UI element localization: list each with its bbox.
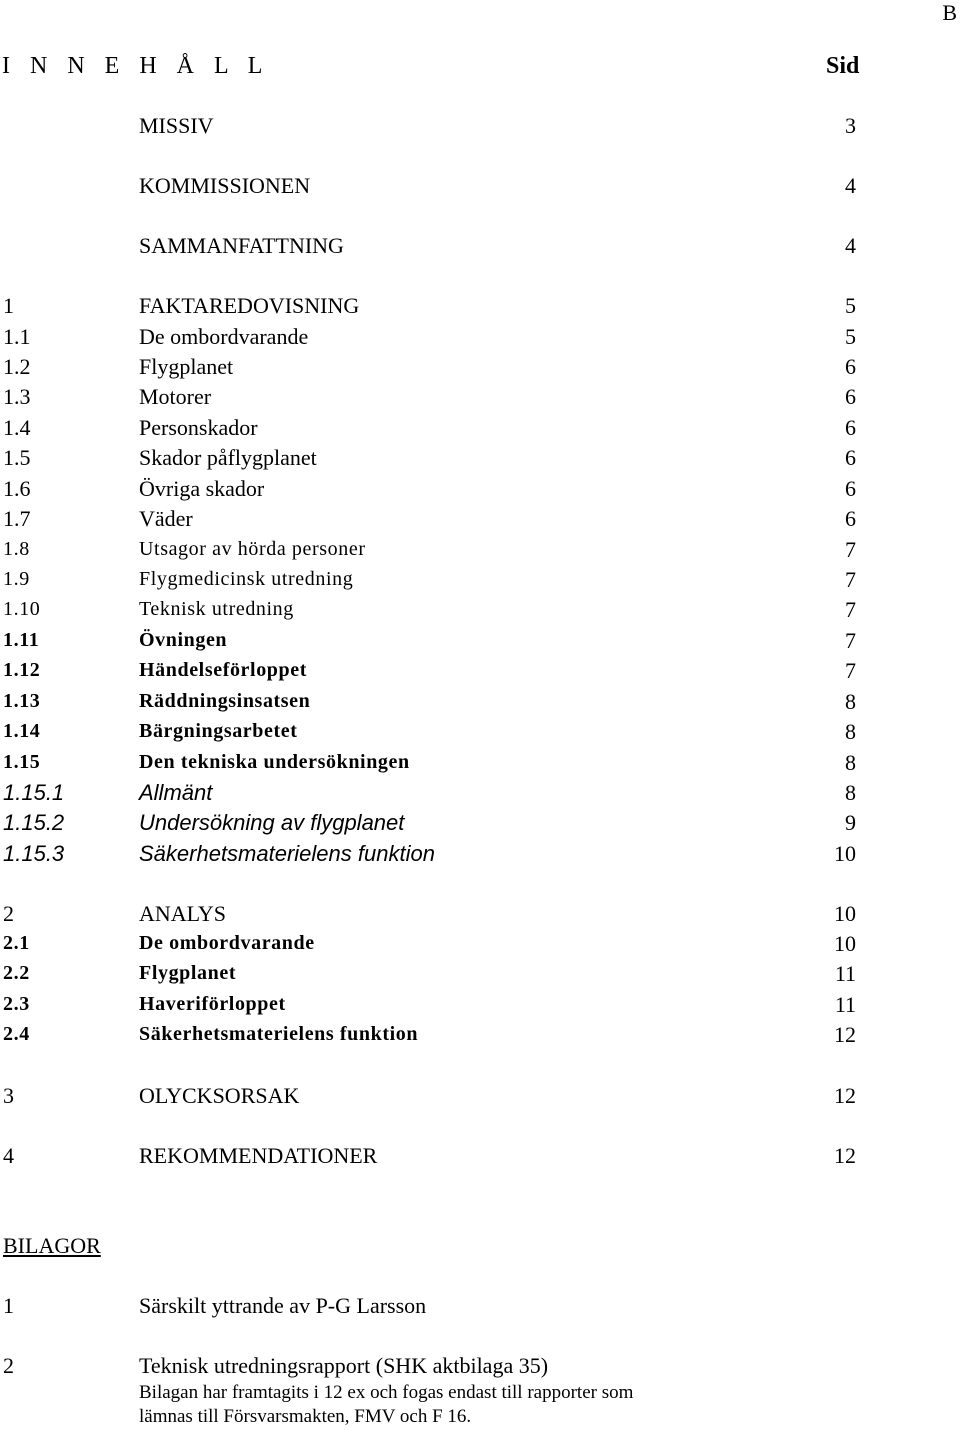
toc-entry: Personskador: [139, 415, 258, 440]
toc-entry: Flygmedicinsk utredning: [139, 568, 354, 590]
toc-page: 7: [845, 567, 856, 592]
bilaga-note: lämnas till Försvarsmakten, FMV och F 16.: [139, 1406, 472, 1427]
toc-num-3: 3: [3, 1083, 14, 1108]
toc-num: 2.4: [3, 1023, 30, 1045]
toc-num-2: 2: [3, 901, 14, 926]
toc-num-4: 4: [3, 1143, 14, 1168]
toc-entry: Utsagor av hörda personer: [139, 538, 366, 560]
toc-entry: Räddningsinsatsen: [139, 690, 311, 712]
toc-num-1: 1: [3, 293, 14, 318]
toc-page-rekommendationer: 12: [834, 1143, 856, 1168]
toc-num: 2.3: [3, 993, 30, 1015]
toc-num: 1.15.3: [3, 841, 65, 866]
toc-page: 5: [845, 324, 856, 349]
toc-num: 1.14: [3, 720, 41, 742]
toc-page: 6: [845, 415, 856, 440]
toc-page: 10: [834, 841, 856, 866]
toc-entry-faktaredovisning: FAKTAREDOVISNING: [139, 293, 360, 318]
toc-entry: Övningen: [139, 629, 228, 651]
toc-entry: Undersökning av flygplanet: [139, 810, 405, 835]
toc-num: 1.7: [3, 506, 31, 531]
toc-page-kommissionen: 4: [845, 173, 856, 198]
toc-entry: Den tekniska undersökningen: [139, 751, 410, 773]
toc-num: 1.2: [3, 354, 31, 379]
toc-page: 7: [845, 597, 856, 622]
bilaga-note: Bilagan har framtagits i 12 ex och fogas endast till rapporter som: [139, 1382, 634, 1403]
toc-num: 1.10: [3, 598, 41, 620]
toc-page-analys: 10: [834, 901, 856, 926]
toc-entry: Väder: [139, 506, 193, 531]
toc-title: I N N E H Å L L: [2, 53, 270, 79]
toc-page: 7: [845, 658, 856, 683]
toc-entry: De ombordvarande: [139, 932, 315, 954]
toc-entry: Övriga skador: [139, 476, 265, 501]
toc-num: 2.2: [3, 962, 30, 984]
toc-entry: Motorer: [139, 384, 212, 409]
toc-num: 1.6: [3, 476, 31, 501]
toc-page-missiv: 3: [845, 113, 856, 138]
bilaga-label: Särskilt yttrande av P-G Larsson: [139, 1293, 427, 1318]
toc-entry: Säkerhetsmaterielens funktion: [139, 1023, 419, 1045]
bilagor-heading: BILAGOR: [3, 1233, 101, 1258]
toc-num: 1.15: [3, 751, 41, 773]
toc-num: 1.4: [3, 415, 31, 440]
toc-page: 11: [834, 992, 856, 1017]
toc-num: 1.13: [3, 690, 41, 712]
toc-num: 1.9: [3, 568, 30, 590]
toc-page: 6: [845, 506, 856, 531]
toc-page: 8: [845, 780, 856, 805]
toc-page: 8: [845, 689, 856, 714]
toc-page: 9: [845, 810, 856, 835]
toc-page: 11: [834, 961, 856, 986]
toc-entry: Bärgningsarbetet: [139, 720, 298, 742]
corner-letter: B: [942, 0, 957, 25]
toc-num: 2.1: [3, 932, 30, 954]
toc-page: 8: [845, 750, 856, 775]
bilaga-num: 1: [3, 1293, 14, 1318]
toc-entry: Flygplanet: [139, 962, 237, 984]
toc-page: 6: [845, 476, 856, 501]
toc-num: 1.12: [3, 659, 41, 681]
toc-entry: Haveriförloppet: [139, 993, 286, 1015]
toc-entry: Teknisk utredning: [139, 598, 294, 620]
toc-entry-sammanfattning: SAMMANFATTNING: [139, 233, 344, 258]
toc-num: 1.3: [3, 384, 31, 409]
toc-page: 12: [834, 1022, 856, 1047]
toc-entry-analys: ANALYS: [139, 901, 227, 926]
toc-entry: Händelseförloppet: [139, 659, 307, 681]
toc-entry: Skador påflygplanet: [139, 445, 317, 470]
toc-page: 6: [845, 445, 856, 470]
toc-entry-olycksorsak: OLYCKSORSAK: [139, 1083, 300, 1108]
toc-entry: De ombordvarande: [139, 324, 309, 349]
bilaga-num: 2: [3, 1353, 14, 1378]
toc-page-sammanfattning: 4: [845, 233, 856, 258]
toc-num: 1.15.2: [3, 810, 65, 835]
toc-page: 7: [845, 628, 856, 653]
toc-entry: Säkerhetsmaterielens funktion: [139, 841, 435, 866]
toc-num: 1.5: [3, 445, 31, 470]
toc-entry-missiv: MISSIV: [139, 113, 214, 138]
toc-num: 1.11: [3, 629, 40, 651]
toc-num: 1.15.1: [3, 780, 65, 805]
toc-num: 1.8: [3, 538, 30, 560]
toc-page: 10: [834, 931, 856, 956]
toc-entry-rekommendationer: REKOMMENDATIONER: [139, 1143, 378, 1168]
toc-page-faktaredovisning: 5: [845, 293, 856, 318]
toc-page: 7: [845, 537, 856, 562]
toc-num: 1.1: [3, 324, 31, 349]
toc-entry: Allmänt: [139, 780, 213, 805]
bilaga-label: Teknisk utredningsrapport (SHK aktbilaga 35): [139, 1353, 549, 1378]
toc-page-olycksorsak: 12: [834, 1083, 856, 1108]
toc-page: 6: [845, 384, 856, 409]
toc-page: 6: [845, 354, 856, 379]
page-column-heading: Sid: [826, 53, 860, 79]
toc-entry-kommissionen: KOMMISSIONEN: [139, 173, 311, 198]
toc-page: 8: [845, 719, 856, 744]
toc-entry: Flygplanet: [139, 354, 234, 379]
